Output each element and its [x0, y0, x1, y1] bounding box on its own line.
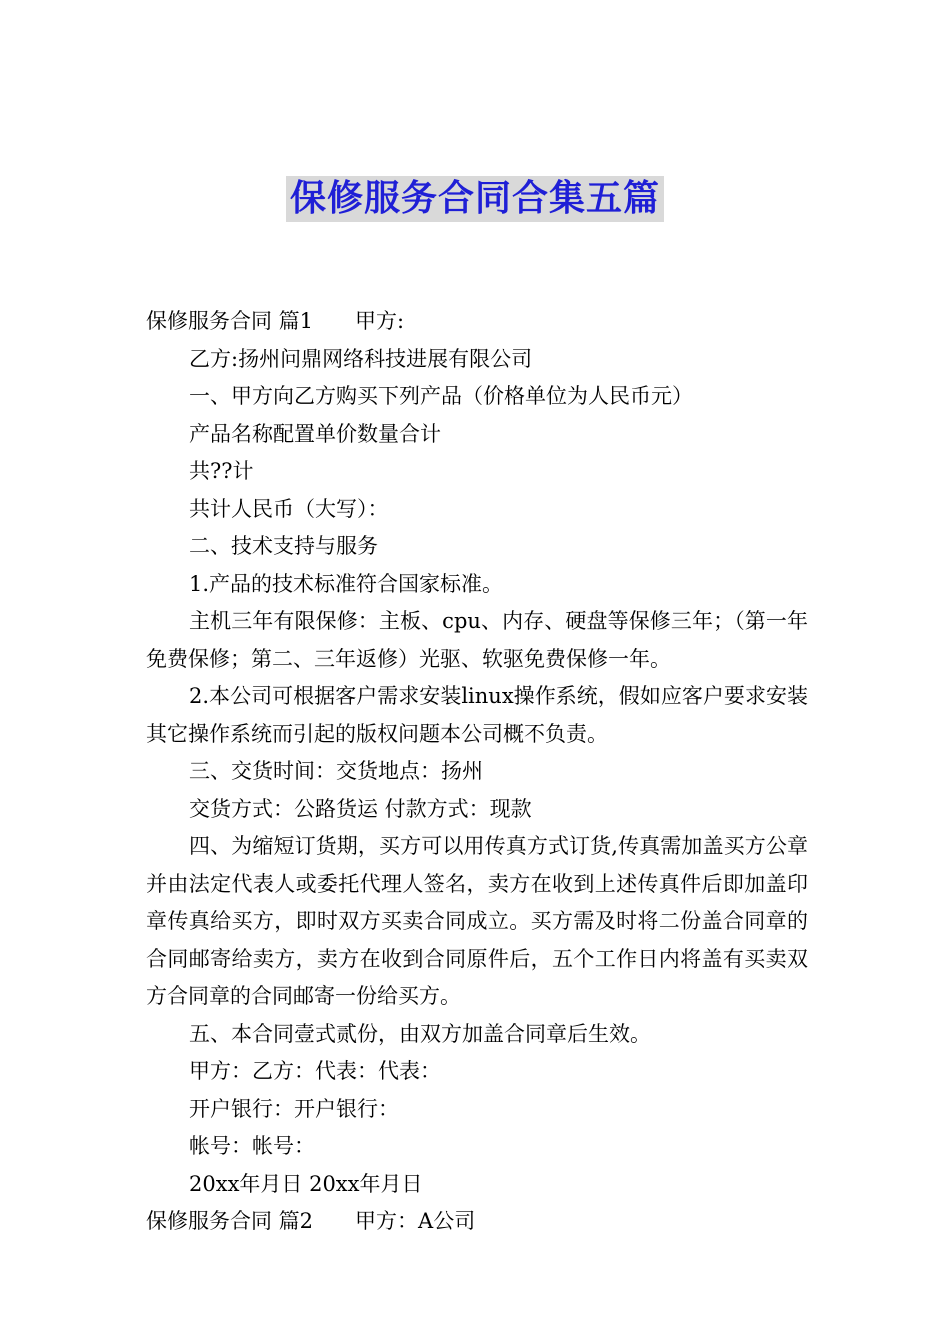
paragraph: 一、甲方向乙方购买下列产品（价格单位为人民币元）	[189, 384, 693, 408]
paragraph: 三、交货时间：交货地点：扬州	[189, 759, 483, 783]
paragraph: 共??计	[189, 459, 254, 483]
paragraph: 开户银行：开户银行：	[189, 1096, 399, 1121]
paragraph: 保修服务合同 篇1 甲方:	[146, 309, 405, 333]
paragraph: 四、为缩短订货期，买方可以用传真方式订货,传真需加盖买方公章并由法定代表人或委托代理人签名，卖方在收到上述传真件后即加盖印章传真给买方，即时双方买卖合同成立。买方需及时将二份盖合同章的合同邮寄给卖方，卖方在收到合同原件后，五个工作日内将盖有买卖双方合同章的合同邮寄一份给买方。	[146, 834, 808, 1008]
paragraph: 二、技术支持与服务	[189, 534, 378, 558]
paragraph: 主机三年有限保修：主板、cpu、内存、硬盘等保修三年；（第一年免费保修；第二、三年返修）光驱、软驱免费保修一年。	[146, 609, 808, 671]
document-body	[146, 303, 808, 1241]
paragraph: 五、本合同壹式贰份，由双方加盖合同章后生效。	[189, 1021, 651, 1046]
paragraph: 甲方：乙方：代表：代表：	[189, 1059, 441, 1083]
paragraph: 保修服务合同 篇2 甲方：A公司	[146, 1209, 476, 1233]
paragraph: 20xx年月日 20xx年月日	[189, 1171, 423, 1196]
document-title: 保修服务合同合集五篇	[286, 176, 664, 222]
paragraph: 乙方:扬州问鼎网络科技进展有限公司	[189, 346, 533, 371]
paragraph: 交货方式：公路货运 付款方式：现款	[189, 796, 532, 821]
paragraph: 共计人民币（大写）：	[189, 496, 389, 521]
title-wrapper	[0, 176, 950, 222]
paragraph: 产品名称配置单价数量合计	[189, 421, 441, 446]
paragraph: 2.本公司可根据客户需求安装linux操作系统，假如应客户要求安装其它操作系统而引起的版权问题本公司概不负责。	[146, 684, 808, 746]
paragraph: 帐号：帐号：	[189, 1134, 315, 1158]
paragraph: 1.产品的技术标准符合国家标准。	[189, 571, 504, 596]
